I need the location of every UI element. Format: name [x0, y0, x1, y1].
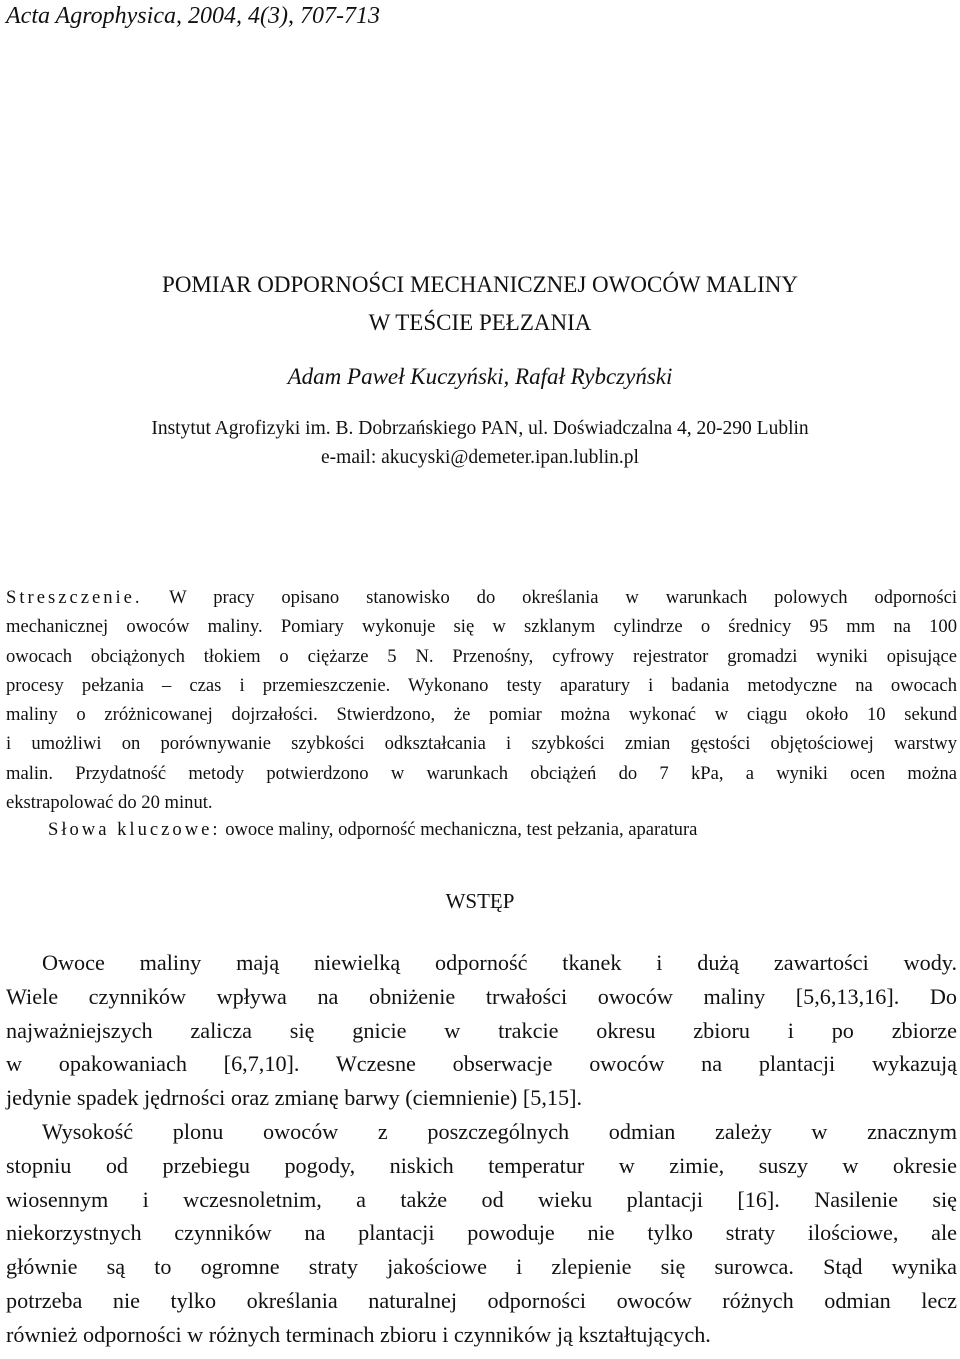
- abstract-line: procesy pełzania – czas i przemieszczenie. Wykonano testy aparatury i badania metodyczne na owocach: [6, 674, 957, 696]
- body-line: Wysokość plonu owoców z poszczególnych odmian zależy w znacznym: [42, 1118, 957, 1144]
- body-line: niekorzystnych czynników na plantacji powoduje nie tylko straty ilościowe, ale: [6, 1220, 957, 1246]
- journal-citation: Acta Agrophysica, 2004, 4(3), 707-713: [6, 3, 380, 29]
- abstract-line: mechanicznej owoców maliny. Pomiary wykonuje się w szklanym cylindrze o średnicy 95 mm na 100: [6, 616, 957, 638]
- body-line: głównie są to ogromne straty jakościowe i zlepienie się surowca. Stąd wynika: [6, 1254, 957, 1280]
- body-line: jedynie spadek jędrności oraz zmianę barwy (ciemnienie) [5,15].: [6, 1085, 583, 1111]
- body-line: Owoce maliny mają niewielką odporność tkanek i dużą zawartości wody.: [42, 950, 957, 975]
- abstract-line: Streszczenie. W pracy opisano stanowisko do określania w warunkach polowych odporności: [6, 587, 957, 608]
- keywords-label: Słowa kluczowe:: [48, 819, 221, 840]
- abstract-line: owocach obciążonych tłokiem o ciężarze 5 N. Przenośny, cyfrowy rejestrator gromadzi wyniki opisujące: [6, 645, 957, 667]
- title-line-1: POMIAR ODPORNOŚCI MECHANICZNEJ OWOCÓW MALINY: [162, 272, 798, 297]
- email-address: e-mail: akucyski@demeter.ipan.lublin.pl: [321, 447, 639, 468]
- keywords-text: owoce maliny, odporność mechaniczna, test pełzania, aparatura: [220, 819, 698, 840]
- keywords: [48, 816, 697, 844]
- body-line: Wiele czynników wpływa na obniżenie trwałości owoców maliny [5,6,13,16]. Do: [6, 983, 957, 1009]
- body-line: potrzeba nie tylko określania naturalnej odporności owoców różnych odmian lecz: [6, 1287, 957, 1313]
- institute-address: Instytut Agrofizyki im. B. Dobrzańskiego PAN, ul. Doświadczalna 4, 20-290 Lublin: [151, 418, 809, 439]
- body-line: w opakowaniach [6,7,10]. Wczesne obserwacje owoców na plantacji wykazują: [6, 1051, 957, 1077]
- authors: Adam Paweł Kuczyński, Rafał Rybczyński: [287, 364, 673, 389]
- abstract-line: i umożliwi on porównywanie szybkości odkształcania i szybkości zmian gęstości objętościowej warstwy: [6, 733, 957, 755]
- title-line-2: W TEŚCIE PEŁZANIA: [368, 310, 592, 335]
- section-body: [6, 946, 957, 1352]
- abstract: [6, 583, 957, 817]
- body-line: stopniu od przebiegu pogody, niskich temperatur w zimie, suszy w okresie: [6, 1152, 957, 1178]
- abstract-line: malin. Przydatność metody potwierdzono w warunkach obciążeń do 7 kPa, a wyniki ocen można: [6, 762, 957, 784]
- abstract-line: maliny o zróżnicowanej dojrzałości. Stwierdzono, że pomiar można wykonać w ciągu około 10 sekund: [6, 704, 957, 726]
- body-line: również odporności w różnych terminach zbioru i czynników ją kształtujących.: [6, 1321, 711, 1347]
- paper-title: [0, 266, 960, 342]
- abstract-line: ekstrapolować do 20 minut.: [6, 792, 213, 814]
- body-line: najważniejszych zalicza się gnicie w trakcie okresu zbioru i po zbiorze: [6, 1017, 957, 1043]
- section-heading: WSTĘP: [445, 889, 515, 913]
- affiliation: [0, 414, 960, 472]
- body-line: wiosennym i wczesnoletnim, a także od wieku plantacji [16]. Nasilenie się: [6, 1186, 957, 1212]
- abstract-label: Streszczenie.: [6, 587, 143, 608]
